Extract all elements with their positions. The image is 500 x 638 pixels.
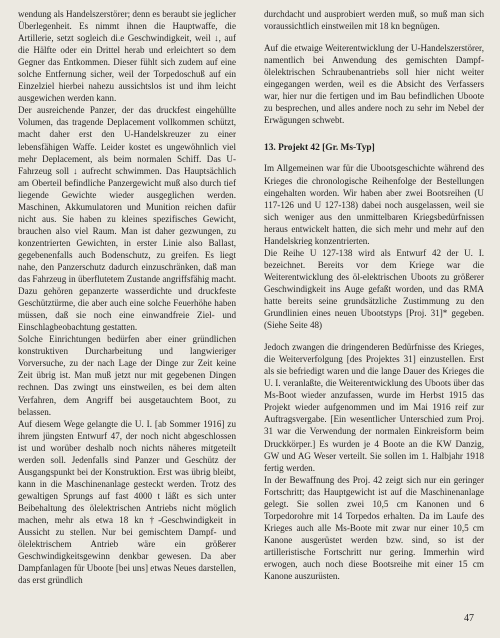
section-heading: 13. Projekt 42 [Gr. Ms-Typ] [264, 143, 375, 154]
paragraph: Der ausreichende Panzer, der das druckfest eingehüllte Volumen, das tragende Deplacement vollkommen schützt, macht daher erst den U-Handelskreuzer zu einer lebensfähigen Waffe. Leider kostet es ungewöhnlich viel mehr Deplacement, als beim normalen Schiff. Das U-Fahrzeug soll ↓ aufrecht schwimmen. Das Hauptsächlich am Oberteil befindliche Panzergewicht muß also durch tief liegende Gewichte wieder ausgeglichen werden. Maschinen, Akkumulatoren und Munition reichen dafür nicht aus. Sie haben zu kleines spezifisches Gewicht, brauchen also viel Raum. Man ist daher gezwungen, zu konzentrierten Gewichten, in erster Linie also Ballast, gegebenenfalls auch Bodenschutz, zu greifen. Es liegt nahe, den Panzerschutz dadurch einzuschränken, daß man das Fahrzeug in überflutetem Zustande angriffsfähig macht. Dazu gehören gepanzerte wasserdichte und druckfeste Geschütztürme, die aber auch eine solche Feuerhöhe haben müssen, daß sie noch eine einwandfreie Ziel- und Einschlagbeobachtung gestatten. [18, 105, 236, 333]
paragraph: Solche Einrichtungen bedürfen aber einer gründlichen konstruktiven Durcharbeitung und langwieriger Vorversuche, zu der nach Lage der Dinge zur Zeit keine Zeit übrig ist. Man muß jetzt nur mit gegebenen Dingen rechnen. Das zwingt uns einstweilen, es bei dem alten Verfahren, dem Angriff bei ausgetauchtem Boot, zu belassen. [18, 334, 236, 417]
paragraph: durchdacht und ausprobiert werden muß, so muß man sich voraussichtlich einstweilen mit 18 kn begnügen. [264, 9, 484, 32]
paragraph: wendung als Handelszerstörer; denn es beraubt sie jeglicher Überlegenheit. Es nimmt ihnen die Hauptwaffe, die Artillerie, setzt sogleich di.e Geschwindigkeit, weil ↓, auf die Hälfte oder ein Drittel herab und erleichtert so dem Gegner das Entkommen. Dieser fühlt sich zudem auf eine solche Entfernung sicher, weil der Torpedoschuß auf ein Einzelziel hierbei nahezu aussichtslos ist und ihm leicht ausgewichen werden kann. [18, 9, 236, 104]
paragraph: Im Allgemeinen war für die Ubootsgeschichte während des Krieges die chronologische Reihenfolge der Bestellungen eingehalten worden. Wir haben aber zwei Bootsreihen (U 117-126 und U 127-138) dabei noch ausgelassen, weil sie sich weniger aus den unmittelbaren Kriegsbedürfnissen heraus entwickelt hatten, die sich mehr und mehr auf den Handelskrieg konzentrierten. [264, 163, 484, 246]
right-text-column [264, 8, 484, 582]
left-text-column [18, 8, 236, 586]
paragraph: Auf die etwaige Weiterentwicklung der U-Handelszerstörer, namentlich bei Anwendung des gemischten Dampf-ölelektrischen Schraubenantriebs soll hier nicht weiter eingegangen werden, weil es die Absicht des Verfassers war, hier nur die fertigen und im Bau befindlichen Uboote zu besprechen, und alles andere noch zu sehr im Nebel der Erwägungen schwebt. [264, 43, 484, 126]
paragraph: Auf diesem Wege gelangte die U. I. [ab Sommer 1916] zu ihrem jüngsten Entwurf 47, der noch nicht abgeschlossen ist und worüber deshalb noch nichts näheres mitgeteilt werden soll. Jedenfalls sind Panzer und Geschütz der Ausgangspunkt bei der Konstruktion. Erst was übrig bleibt, kann in die Maschinenanlage gesteckt werden. Trotz des gewaltigen Sprungs auf fast 4000 t läßt es sich unter Beibehaltung des ölelektrischen Antriebs nicht möglich machen, mehr als etwa 18 kn †-Geschwindigkeit in Aussicht zu stellen. Nur bei gemischtem Dampf- und ölelektrischem Antrieb wäre ein größerer Geschwindigkeitsgewinn denkbar gewesen. Da aber Dampfanlagen für Uboote [bei uns] etwas Neues darstellen, das erst gründlich [18, 418, 236, 586]
page-number: 47 [464, 613, 474, 624]
paragraph: Jedoch zwangen die dringenderen Bedürfnisse des Krieges, die Weiterverfolgung [des Projektes 31] einzustellen. Erst als sie befriedigt waren und die lange Dauer des Krieges die U. I. veranlaßte, die Weiterentwicklung des Uboots über das Ms-Boot wieder anzufassen, wurde im Herbst 1915 das Projekt wieder aufgenommen und im Mai 1916 reif zur Auftragsvergabe. [Ein wesentlicher Unterschied zum Proj. 31 war die Verwendung der normalen Einkreisform beim Druckkörper.] Es wurden je 4 Boote an die KW Danzig, GW und AG Weser verteilt. Sie sollen im 1. Halbjahr 1918 fertig werden. [264, 342, 484, 473]
paragraph: In der Bewaffnung des Proj. 42 zeigt sich nur ein geringer Fortschritt; das Hauptgewicht ist auf die Maschinenanlage gelegt. Sie sollen zwei 10,5 cm Kanonen und 6 Torpedorohre mit 14 Torpedos erhalten. Da im Laufe des Krieges auch alle Ms-Boote mit zwar nur einer 10,5 cm Kanone ausgerüstet werden bzw. sind, so ist der artilleristische Fortschritt nur gering. Immerhin wird erwogen, auch noch diese Bootsreihe mit einer 15 cm Kanone auszurüsten. [264, 474, 484, 582]
paragraph: Die Reihe U 127-138 wird als Entwurf 42 der U. I. bezeichnet. Bereits vor dem Kriege war die Weiterentwicklung des öl-elektrischen Uboots zu größerer Geschwindigkeit ins Auge gefaßt worden, und das RMA hatte bereits seine grundsätzliche Zustimmung zu den Grundlinien eines neuen Ubootstyps [Proj. 31]* gegeben. (Siehe Seite 48) [264, 247, 484, 331]
